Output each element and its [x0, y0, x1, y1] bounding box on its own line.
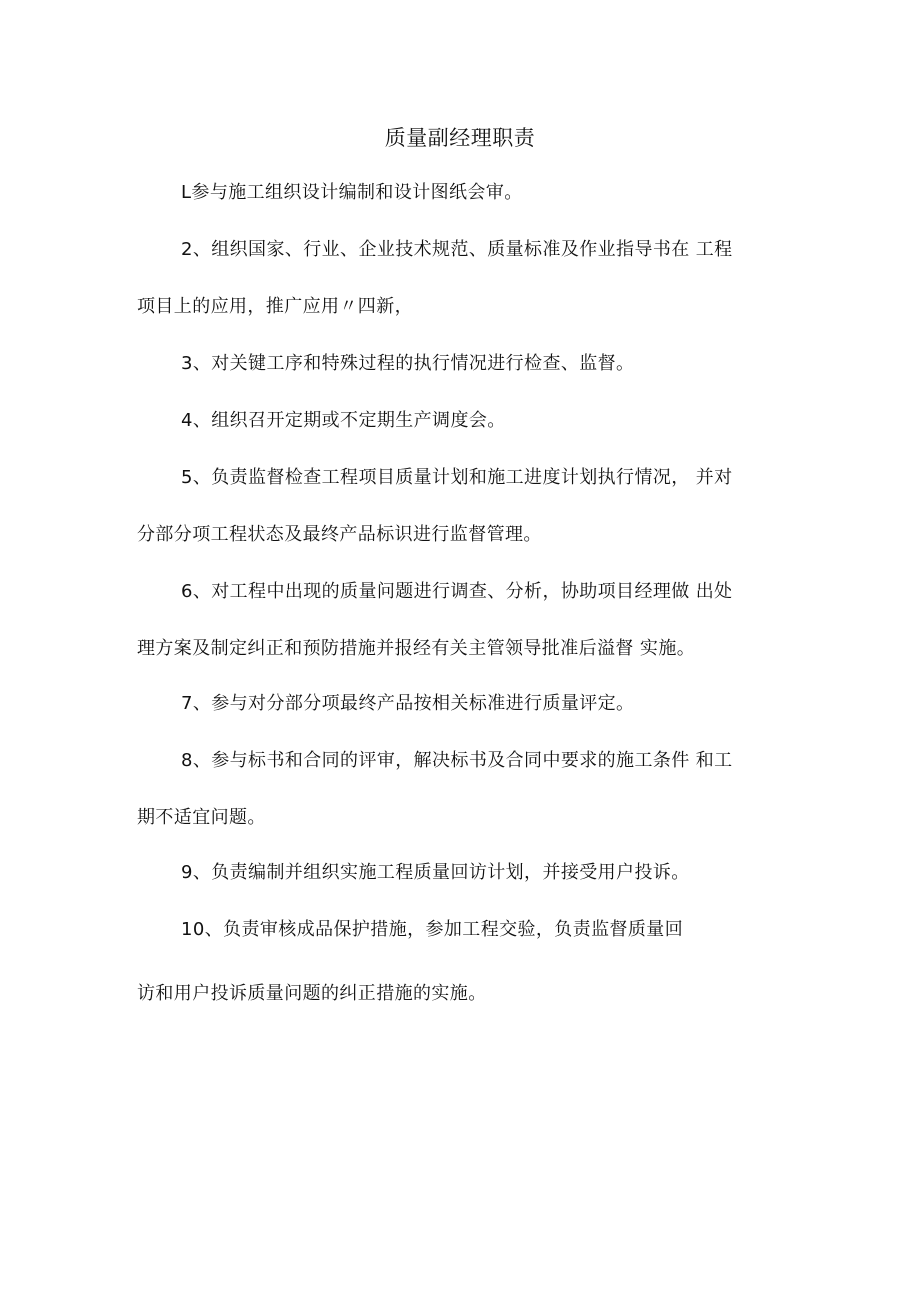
duty-item-5-line-2: 分部分项工程状态及最终产品标识进行监督管理。: [137, 524, 542, 545]
duty-item-10-line-1: 10、负责审核成品保护措施，参加工程交验，负责监督质量回: [181, 919, 684, 940]
page-title: 质量副经理职责: [384, 126, 536, 150]
duty-item-2-line-1: 2、组织国家、行业、企业技术规范、质量标准及作业指导书在 工程: [181, 239, 733, 260]
duty-item-8-line-2: 期不适宜问题。: [137, 807, 266, 828]
duty-item-5-line-1: 5、负责监督检查工程项目质量计划和施工进度计划执行情况， 并对: [181, 467, 733, 488]
duty-item-2-line-2: 项目上的应用，推广应用〃四新，: [137, 296, 413, 317]
duty-item-10-line-2: 访和用户投诉质量问题的纠正措施的实施。: [137, 983, 487, 1004]
duty-item-6-line-1: 6、对工程中出现的质量问题进行调查、分析，协助项目经理做 出处: [181, 581, 733, 602]
duty-item-8-line-1: 8、参与标书和合同的评审，解决标书及合同中要求的施工条件 和工: [181, 750, 733, 771]
duty-item-4-line-1: 4、组织召开定期或不定期生产调度会。: [181, 410, 506, 431]
duty-item-1-line-1: L参与施工组织设计编制和设计图纸会审。: [181, 182, 523, 203]
duty-item-6-line-2: 理方案及制定纠正和预防措施并报经有关主管领导批准后溢督 实施。: [137, 638, 696, 659]
duty-item-7-line-1: 7、参与对分部分项最终产品按相关标准进行质量评定。: [181, 693, 635, 714]
duty-item-9-line-1: 9、负责编制并组织实施工程质量回访计划，并接受用户投诉。: [181, 862, 690, 883]
duty-item-3-line-1: 3、对关键工序和特殊过程的执行情况进行检查、监督。: [181, 353, 635, 374]
